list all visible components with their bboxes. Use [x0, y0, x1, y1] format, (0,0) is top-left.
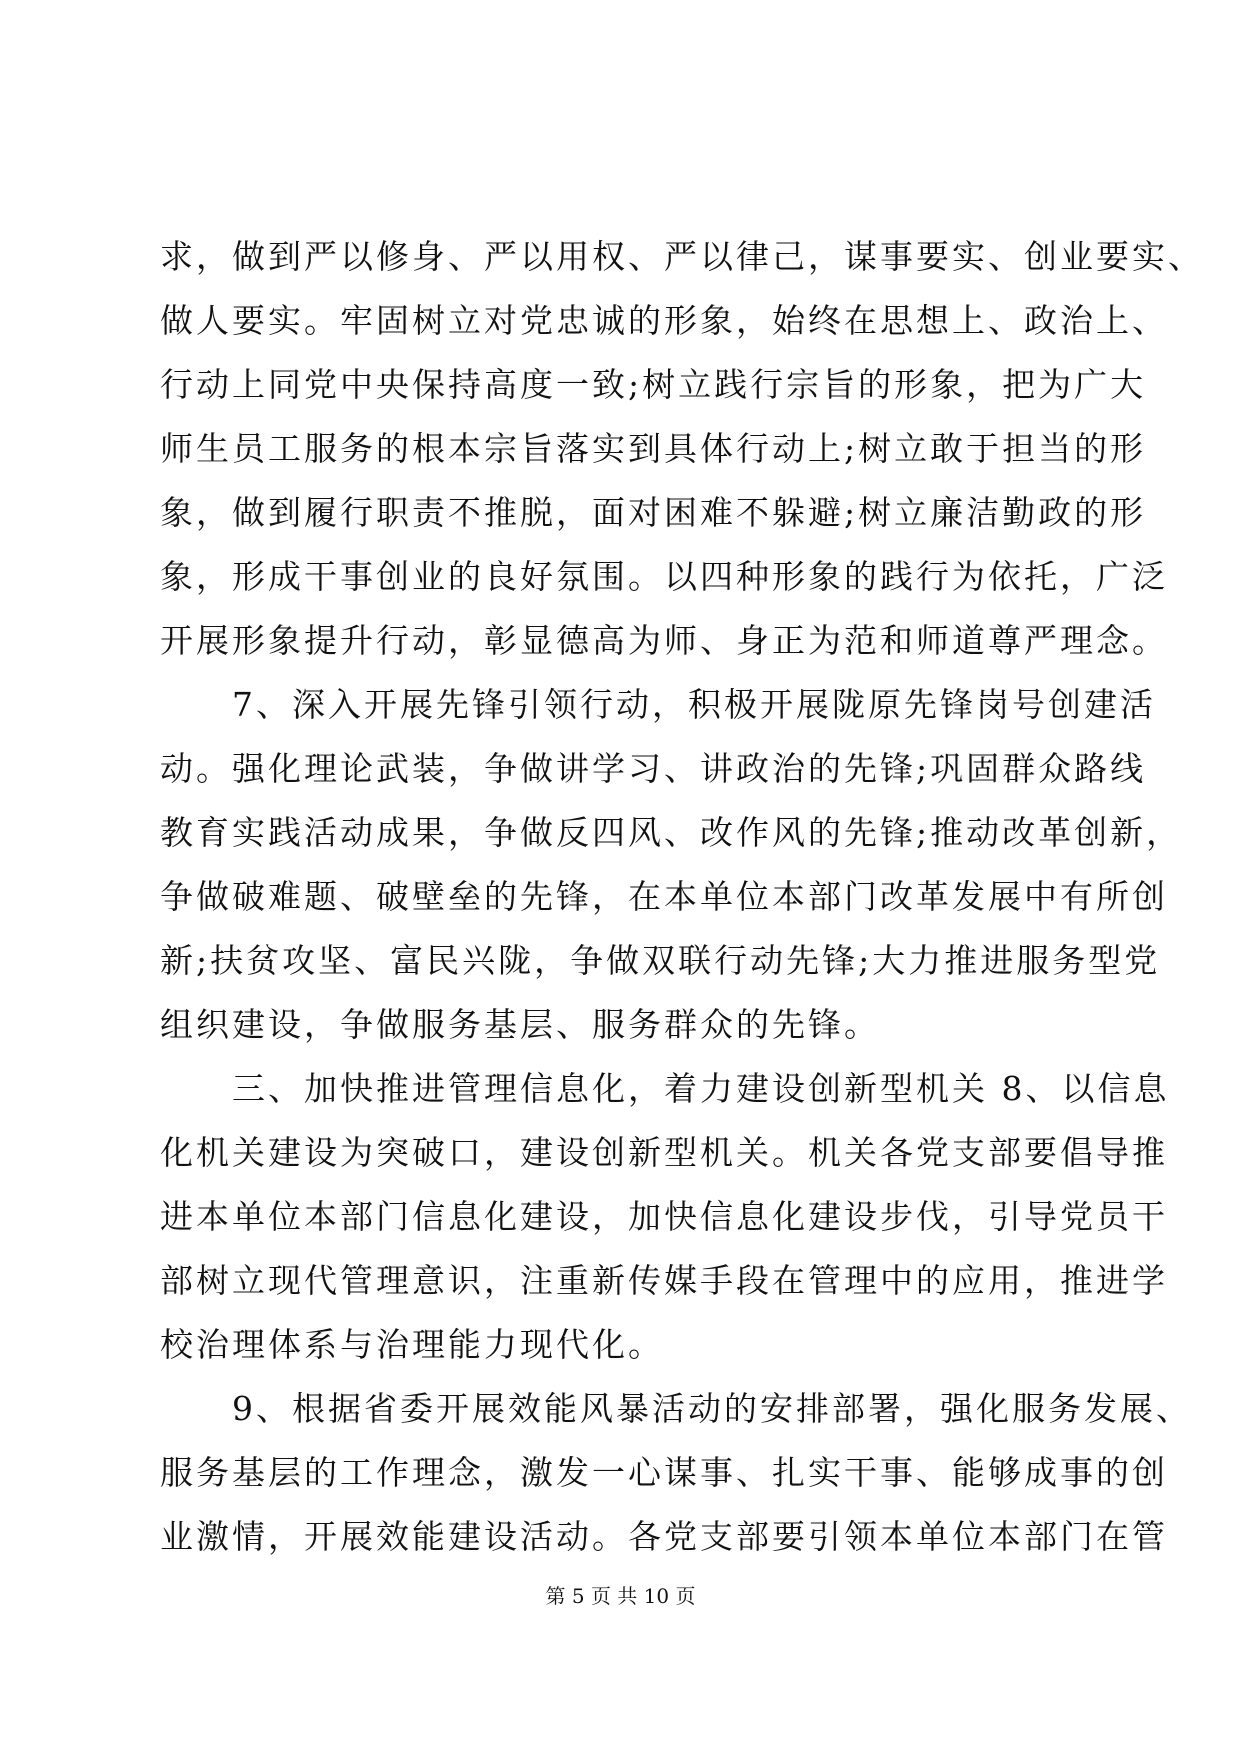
text-line: 部树立现代管理意识，注重新传媒手段在管理中的应用，推进学: [160, 1261, 1168, 1300]
text-line: 进本单位本部门信息化建设，加快信息化建设步伐，引导党员干: [160, 1197, 1168, 1236]
text-line: 业激情，开展效能建设活动。各党支部要引领本单位本部门在管: [160, 1517, 1168, 1556]
text-line: 校治理体系与治理能力现代化。: [160, 1325, 664, 1364]
text-line: 行动上同党中央保持高度一致;树立践行宗旨的形象，把为广大: [160, 365, 1147, 404]
text-line: 化机关建设为突破口，建设创新型机关。机关各党支部要倡导推: [160, 1133, 1168, 1172]
text-line: 师生员工服务的根本宗旨落实到具体行动上;树立敢于担当的形: [160, 429, 1147, 468]
text-line: 7、深入开展先锋引领行动，积极开展陇原先锋岗号创建活: [160, 685, 1156, 724]
page-number-footer: 第 5 页 共 10 页: [545, 1584, 696, 1608]
text-line: 教育实践活动成果，争做反四风、改作风的先锋;推动改革创新，: [160, 813, 1183, 852]
text-line: 服务基层的工作理念，激发一心谋事、扎实干事、能够成事的创: [160, 1453, 1168, 1492]
text-line: 开展形象提升行动，彰显德高为师、身正为范和师道尊严理念。: [160, 621, 1168, 660]
text-line: 象，做到履行职责不推脱，面对困难不躲避;树立廉洁勤政的形: [160, 493, 1147, 532]
text-line: 新;扶贫攻坚、富民兴陇，争做双联行动先锋;大力推进服务型党: [160, 941, 1161, 980]
text-line: 做人要实。牢固树立对党忠诚的形象，始终在思想上、政治上、: [160, 301, 1168, 340]
text-line: 争做破难题、破壁垒的先锋，在本单位本部门改革发展中有所创: [160, 877, 1168, 916]
text-line: 求，做到严以修身、严以用权、严以律己，谋事要实、创业要实、: [160, 237, 1204, 276]
text-line: 9、根据省委开展效能风暴活动的安排部署，强化服务发展、: [160, 1389, 1192, 1428]
text-line: 组织建设，争做服务基层、服务群众的先锋。: [160, 1005, 880, 1044]
text-line: 动。强化理论武装，争做讲学习、讲政治的先锋;巩固群众路线: [160, 749, 1147, 788]
document-body: [160, 225, 1204, 1569]
text-line: 三、加快推进管理信息化，着力建设创新型机关 8、以信息: [160, 1069, 1170, 1108]
text-line: 象，形成干事创业的良好氛围。以四种形象的践行为依托，广泛: [160, 557, 1168, 596]
